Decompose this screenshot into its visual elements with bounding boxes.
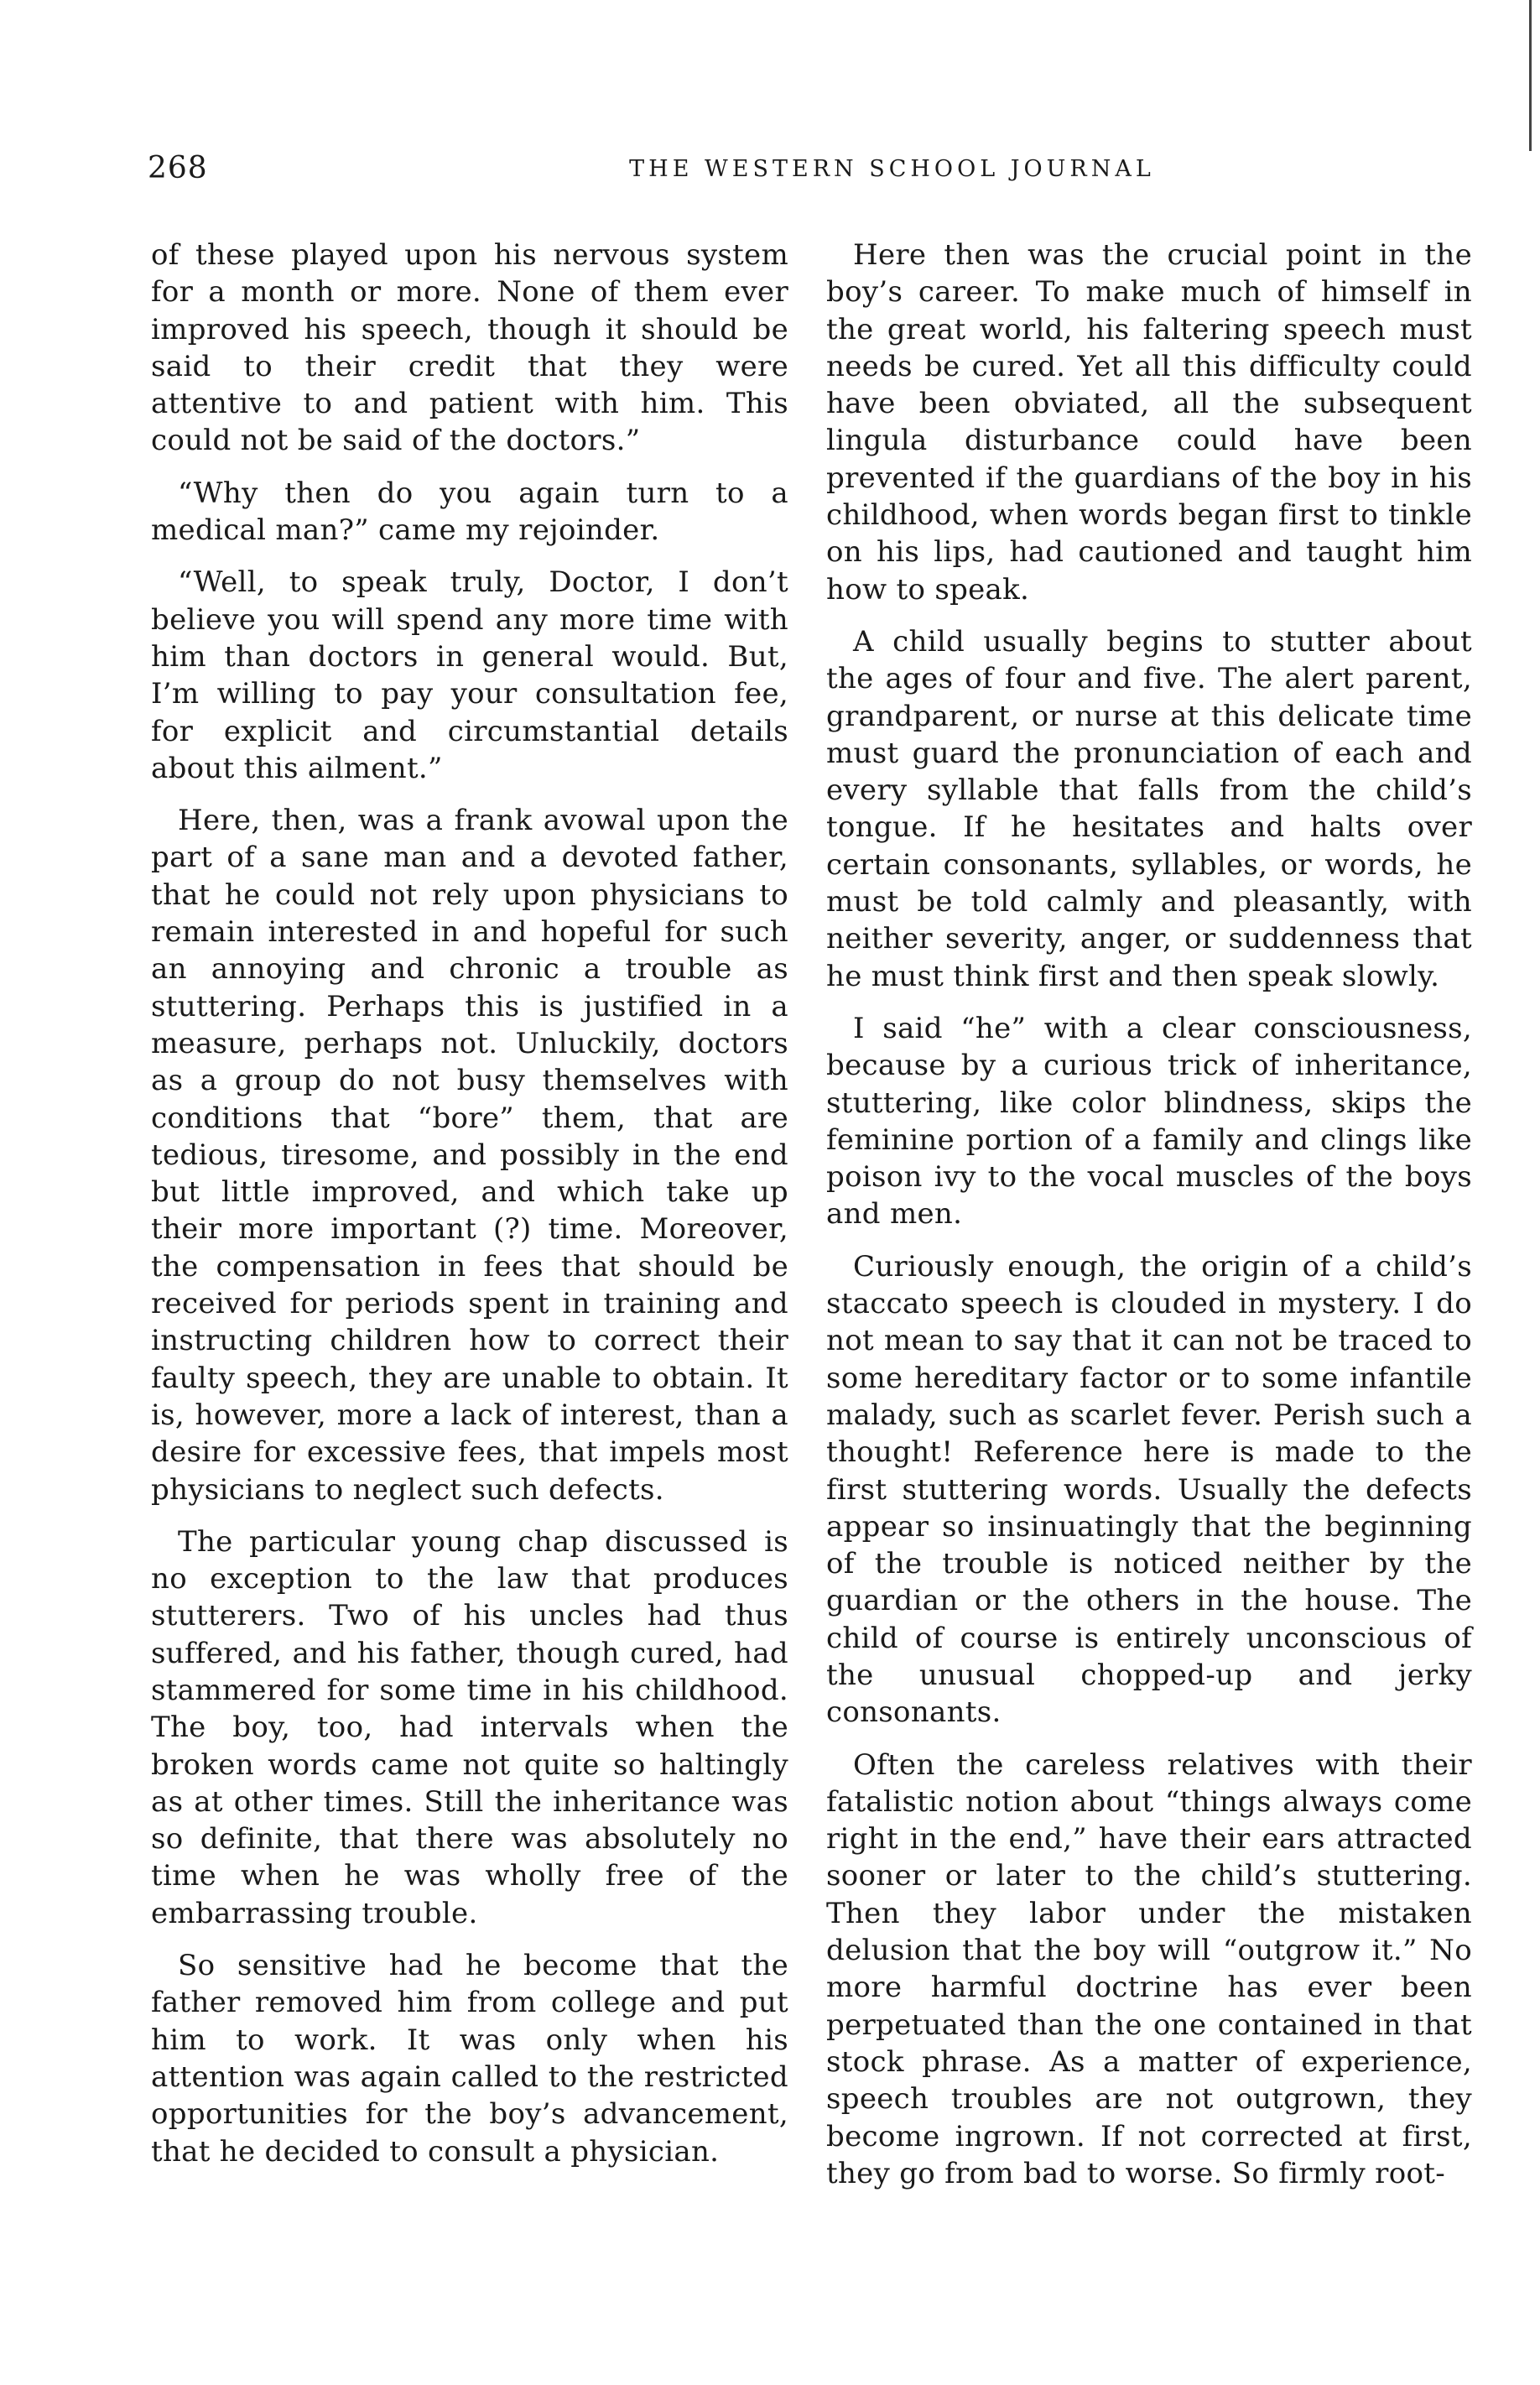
right-column <box>826 237 1472 2207</box>
paragraph: So sensitive had he become that the father removed him from college and put him to work. It was only when his attention was again called to the restricted opportunities for the boy’s advancement, that he decided to consult a physician. <box>151 1949 788 2169</box>
paragraph: I said “he” with a clear consciousness, because by a curious trick of inheritance, stuttering, like color blindness, skips the feminine portion of a family and clings like poison ivy to the vocal muscles of the boys and men. <box>826 1011 1472 1232</box>
paragraph: Curiously enough, the origin of a child’s staccato speech is clouded in mystery. I do not mean to say that it can not be traced to some hereditary factor or to some infantile malady, such as scarlet fever. Perish such a thought! Reference here is made to the first stuttering words. Usually the defects appear so insinuatingly that the beginning of the trouble is noticed neither by the guardian or the others in the house. The child of course is entirely unconscious of the unusual chopped-up and jerky consonants. <box>826 1249 1472 1730</box>
running-title: THE WESTERN SCHOOL JOURNAL <box>629 156 1155 182</box>
paragraph: Often the careless relatives with their fatalistic notion about “things always come right in the end,” have their ears attracted sooner or later to the child’s stuttering. Then they labor under the mistaken delusion that the boy will “outgrow it.” No more harmful doctrine has ever been perpetuated than the one contained in that stock phrase. As a matter of experience, speech troubles are not outgrown, they become ingrown. If not corrected at first, they go from bad to worse. So firmly root- <box>826 1747 1472 2190</box>
page-number: 268 <box>148 151 208 185</box>
paragraph: “Well, to speak truly, Doctor, I don’t believe you will spend any more time with him than doctors in general would. But, I’m willing to pay your consultation fee, for explicit and circumstantial details about this ailment.” <box>151 565 788 785</box>
paragraph: Here then was the crucial point in the boy’s career. To make much of himself in the great world, his faltering speech must needs be cured. Yet all this difficulty could have been obviated, all the subsequent lingula disturbance could have been prevented if the guardians of the boy in his childhood, when words began first to tinkle on his lips, had cautioned and taught him how to speak. <box>826 238 1472 607</box>
paragraph: “Why then do you again turn to a medical man?” came my rejoinder. <box>151 476 788 548</box>
paragraph: Here, then, was a frank avowal upon the part of a sane man and a devoted father, that he could not rely upon physicians to remain interested in and hopeful for such an annoying and chronic a trouble as stuttering. Perhaps this is justified in a measure, perhaps not. Unluckily, doctors as a group do not busy themselves with conditions that “bore” them, that are tedious, tiresome, and possibly in the end but little improved, and which take up their more important (?) time. Moreover, the compensation in fees that should be received for periods spent in training and instructing children how to correct their faulty speech, they are unable to obtain. It is, however, more a lack of interest, than a desire for excessive fees, that impels most physicians to neglect such defects. <box>151 804 788 1507</box>
paragraph: A child usually begins to stutter about the ages of four and five. The alert parent, grandparent, or nurse at this delicate time must guard the pronunciation of each and every syllable that falls from the child’s tongue. If he hesitates and halts over certain consonants, syllables, or words, he must be told calmly and pleasantly, with neither severity, anger, or suddenness that he must think first and then speak slowly. <box>826 624 1472 993</box>
paragraph: of these played upon his nervous system for a month or more. None of them ever improved his speech, though it should be said to their credit that they were attentive to and patient with him. This could not be said of the doctors.” <box>151 238 788 458</box>
paragraph: The particular young chap discussed is no exception to the law that produces stutterers. Two of his uncles had thus suffered, and his father, though cured, had stammered for some time in his childhood. The boy, too, had intervals when the broken words came not quite so haltingly as at other times. Still the inheritance was so definite, that there was absolutely no time when he was wholly free of the embarrassing trouble. <box>151 1524 788 1930</box>
margin-rule <box>1529 0 1532 151</box>
page-header <box>148 143 1469 193</box>
left-column <box>151 237 788 2185</box>
